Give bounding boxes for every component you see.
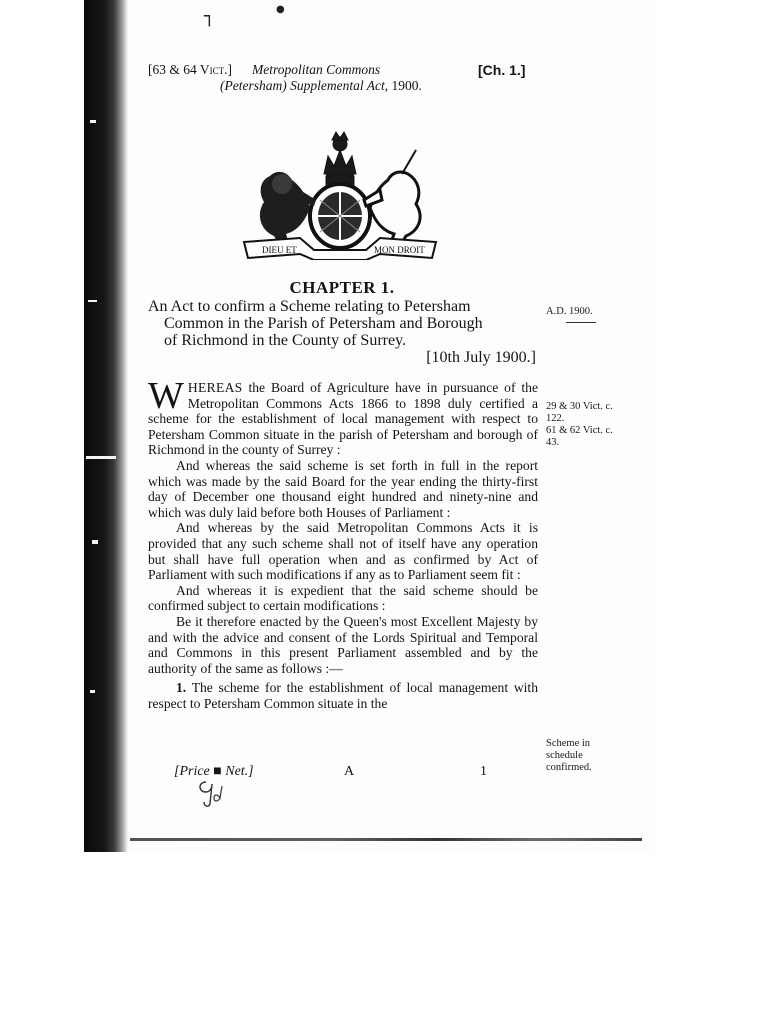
price-net: Net.] [225,764,254,779]
drop-cap: W [148,375,184,417]
whereas-word: HEREAS [187,380,243,395]
preamble-para-1 [148,375,538,458]
section-1 [148,680,538,711]
motto-right: MON DROIT [374,245,425,255]
margin-note-year: A.D. 1900. [546,306,593,317]
long-title-line: An Act to confirm a Scheme relating to Petersham [148,298,471,315]
edge-speck [92,540,98,544]
citation-1: 29 & 30 Vict. c. 122. [546,401,613,424]
preamble-para-2: And whereas the said scheme is set forth in full in the report which was made by the said Board for the year ending the thirty-first day of December one thousand eight hundred and ninety-nine and which was duly laid before both Houses of Parliament : [148,457,538,520]
long-title-line: Common in the Parish of Petersham and Borough [164,315,483,332]
signature-mark: A [344,764,355,779]
short-title-italic: (Petersham) Supplemental Act, [220,78,389,93]
preamble-para-3: And whereas by the said Metropolitan Commons Acts it is provided that any such scheme shall not of itself have any operation but shall have full operation when and as confirmed by Act of Parliament with such modifications if any as to Parliament seem fit : [148,520,538,583]
crown-crest [324,132,356,188]
motto-left: DIEU ET [262,245,297,255]
short-title: Metropolitan Commons [252,62,381,77]
top-ink-dot: ● [276,4,285,15]
short-title-line-2 [220,78,422,94]
margin-note-citations [546,401,626,449]
handwritten-price-mark [196,778,230,808]
bottom-scan-rule [130,838,642,841]
enacting-formula: Be it therefore enacted by the Queen's most Excellent Majesty by and with the advice and consent of the Lords Spiritual and Temporal and Commons in this present Parliament assembled and by the authority of the same as follows :— [148,613,538,676]
short-title-year: 1900. [391,78,422,93]
preamble-text-1: the Board of Agriculture have in pursuance of the Metropolitan Commons Acts 1866 to 1898 duly certified a scheme for the establishment of local management with respect to Petersham Common situate in the parish of Petersham and borough of Richmond in the county of Surrey : [148,380,538,458]
section-number: 1. [176,680,187,696]
edge-speck [90,120,96,123]
page-number: 1 [480,764,487,779]
preamble-para-4: And whereas it is expedient that the said scheme should be confirmed subject to certain modifications : [148,582,538,614]
unicorn-supporter [364,150,420,246]
binding-edge-shadow [84,0,128,852]
long-title [148,298,538,366]
act-body [148,375,538,711]
section-1-text: The scheme for the establishment of local management with respect to Petersham Common situate in the [148,680,538,711]
chapter-ref: [Ch. 1.] [478,62,526,78]
price-blot: ■ [213,764,222,779]
top-ink-mark: ┐ [204,6,215,27]
regnal-year: [63 & 64 Vict.] [148,62,232,77]
citation-2: 61 & 62 Vict. c. 43. [546,425,613,448]
royal-coat-of-arms [240,130,440,260]
margin-note-section-1: Scheme in schedule confirmed. [546,738,592,773]
edge-speck [88,300,97,302]
margin-rule [566,322,596,323]
long-title-line: of Richmond in the County of Surrey. [164,332,407,349]
lion-supporter [260,172,316,246]
royal-assent-date: [10th July 1900.] [426,349,536,366]
chapter-heading: CHAPTER 1. [289,278,395,297]
edge-speck [90,690,95,693]
price-label: [Price [174,764,210,779]
garter-shield [310,184,370,248]
edge-speck [86,456,116,459]
